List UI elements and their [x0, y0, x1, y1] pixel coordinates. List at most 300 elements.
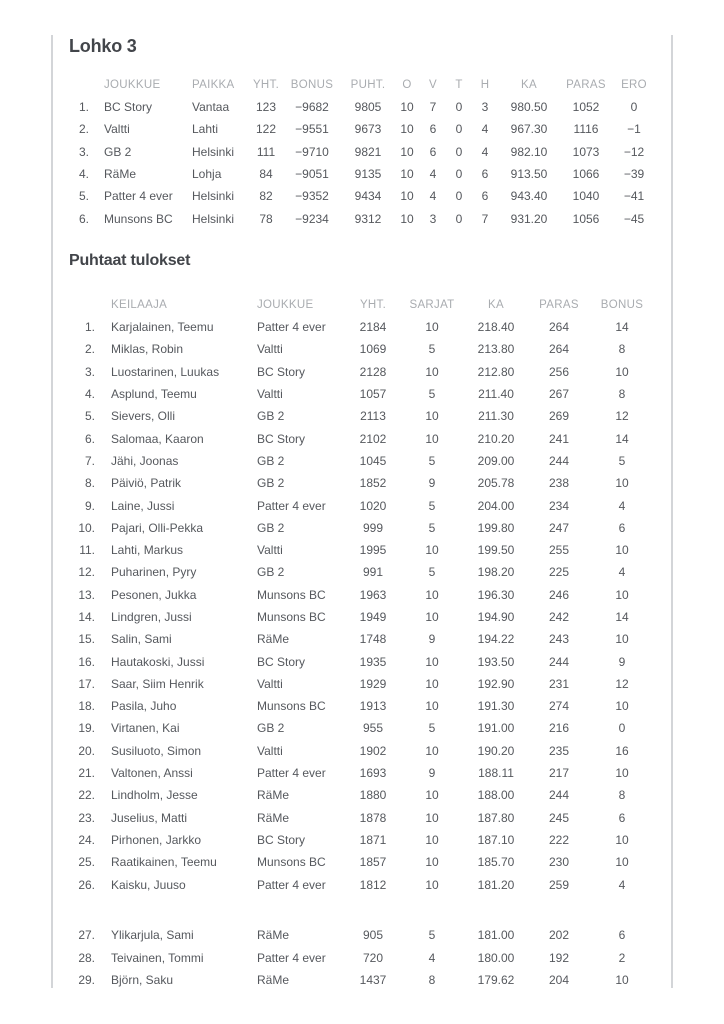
- player-name-cell: Salomaa, Kaaron: [111, 431, 204, 446]
- rank-cell: 1.: [84, 320, 95, 335]
- gap-cell: [95, 947, 111, 969]
- yht-cell: 2113: [360, 409, 386, 424]
- player-name-cell: Salin, Sami: [111, 632, 172, 647]
- sarjat-cell: 10: [425, 431, 439, 446]
- bonus-cell: 8: [618, 788, 626, 803]
- sarjat-cell: 5: [428, 721, 436, 736]
- rank-cell: 8.: [84, 476, 95, 491]
- team-cell: GB 2: [257, 409, 285, 424]
- rank-cell: 4.: [78, 167, 89, 182]
- bonus-cell: 10: [615, 543, 629, 558]
- gap-cell: [95, 472, 111, 494]
- table-row: [69, 947, 655, 969]
- yht-cell: 111: [256, 144, 276, 159]
- table-row: [69, 924, 655, 946]
- bonus-cell: 10: [615, 973, 629, 988]
- ka-cell: 180.00: [477, 950, 515, 965]
- paras-cell: 216: [548, 721, 570, 736]
- rank-cell: 3.: [78, 144, 89, 159]
- col-bonus: BONUS: [290, 79, 334, 91]
- player-name-cell: Valtonen, Anssi: [111, 766, 193, 781]
- o-cell: 10: [400, 167, 414, 182]
- ka-cell: 191.30: [477, 699, 515, 714]
- col-h: H: [480, 79, 490, 91]
- bonus-cell: 2: [618, 950, 626, 965]
- rank-cell: 18.: [78, 699, 95, 714]
- city-cell: Helsinki: [192, 144, 235, 159]
- gap-cell: [95, 316, 111, 338]
- gap-cell: [95, 427, 111, 449]
- yht-cell: 78: [259, 211, 273, 226]
- paras-cell: 246: [548, 587, 570, 602]
- paras-cell: 244: [548, 788, 570, 803]
- ka-cell: 191.00: [477, 721, 515, 736]
- team-cell: BC Story: [257, 364, 306, 379]
- player-name-cell: Ylikarjula, Sami: [111, 928, 194, 943]
- player-name-cell: Pajari, Olli-Pekka: [111, 520, 204, 535]
- team-cell: Munsons BC: [257, 587, 326, 602]
- team-cell: Valtti: [257, 543, 283, 558]
- rank-cell: 19.: [78, 721, 95, 736]
- table-row: [69, 96, 656, 118]
- team-cell: Valtti: [257, 743, 283, 758]
- bonus-cell: 10: [615, 632, 629, 647]
- table-row: [69, 717, 655, 739]
- rank-cell: 5.: [78, 189, 89, 204]
- table-row: [69, 141, 656, 163]
- t-cell: 0: [455, 167, 463, 182]
- h-cell: 6: [481, 189, 489, 204]
- bonus-cell: 8: [618, 342, 626, 357]
- ka-cell: 980.50: [510, 100, 548, 115]
- yht-cell: 2102: [359, 431, 387, 446]
- gap-cell: [89, 96, 104, 118]
- t-cell: 0: [455, 122, 463, 137]
- gap-cell: [95, 650, 111, 672]
- yht-cell: 1693: [359, 766, 387, 781]
- team-cell: RäMe: [257, 928, 290, 943]
- sarjat-cell: 10: [425, 654, 439, 669]
- team-cell: GB 2: [257, 721, 285, 736]
- bonus-cell: 10: [615, 832, 629, 847]
- team-cell: Munsons BC: [257, 699, 326, 714]
- col-puht: PUHT.: [350, 79, 386, 91]
- player-name-cell: Miklas, Robin: [111, 342, 184, 357]
- col-player: KEILAAJA: [111, 299, 168, 311]
- table-row: [69, 472, 655, 494]
- ero-cell: −45: [623, 211, 645, 226]
- rank-cell: 24.: [78, 832, 95, 847]
- team-cell: Patter 4 ever: [257, 766, 326, 781]
- table-row: [69, 361, 655, 383]
- ka-cell: 196.30: [477, 587, 515, 602]
- bonus-cell: 10: [615, 476, 629, 491]
- sarjat-cell: 10: [425, 832, 439, 847]
- ka-cell: 212.80: [477, 364, 515, 379]
- table-row: [69, 338, 655, 360]
- team-cell: BC Story: [257, 832, 306, 847]
- yht-cell: 999: [362, 520, 384, 535]
- paras-cell: 1040: [572, 189, 600, 204]
- bonus-cell: 10: [615, 587, 629, 602]
- yht-cell: 1929: [359, 676, 387, 691]
- yht-cell: 1935: [359, 654, 387, 669]
- rank-cell: 23.: [78, 810, 95, 825]
- o-cell: 10: [400, 100, 414, 115]
- rank-cell: 1.: [78, 100, 89, 115]
- o-cell: 10: [400, 189, 414, 204]
- paras-cell: 1066: [572, 167, 600, 182]
- ka-cell: 209.00: [477, 453, 515, 468]
- v-cell: 6: [429, 144, 437, 159]
- gap-cell: [95, 873, 111, 895]
- yht-cell: 122: [255, 122, 277, 137]
- table-row: [69, 316, 655, 338]
- paras-cell: 245: [548, 810, 570, 825]
- ka-cell: 218.40: [477, 320, 515, 335]
- rank-cell: 4.: [84, 387, 95, 402]
- bonus-cell: 9: [618, 654, 626, 669]
- player-results-table: [69, 294, 655, 991]
- table-row: [69, 450, 655, 472]
- players-body: [69, 316, 655, 991]
- bonus-cell: 4: [618, 498, 626, 513]
- team-cell: RäMe: [257, 810, 290, 825]
- yht-cell: 1913: [359, 699, 387, 714]
- bonus-cell: −9682: [295, 100, 329, 115]
- city-cell: Lahti: [192, 122, 219, 137]
- ka-cell: 213.80: [477, 342, 515, 357]
- team-cell: GB 2: [257, 476, 285, 491]
- rank-cell: 2.: [84, 342, 95, 357]
- rank-cell: 10.: [78, 520, 95, 535]
- t-cell: 0: [455, 211, 463, 226]
- table-row: [69, 517, 655, 539]
- rank-cell: 27.: [78, 928, 95, 943]
- yht-cell: 1871: [359, 832, 387, 847]
- bonus-cell: −9551: [295, 122, 329, 137]
- player-name-cell: Pesonen, Jukka: [111, 587, 197, 602]
- gap-cell: [95, 517, 111, 539]
- col-ero: ERO: [621, 79, 647, 91]
- gap-cell: [95, 673, 111, 695]
- table-row: [69, 807, 655, 829]
- rank-cell: 21.: [78, 766, 95, 781]
- bonus-cell: 5: [618, 453, 626, 468]
- ero-cell: 0: [630, 100, 638, 115]
- paras-cell: 256: [548, 364, 570, 379]
- team-cell: Patter 4 ever: [257, 950, 326, 965]
- bonus-cell: 10: [615, 766, 629, 781]
- bonus-cell: 6: [618, 520, 626, 535]
- team-cell: BC Story: [257, 654, 306, 669]
- rank-cell: 13.: [78, 587, 95, 602]
- col-rank: [69, 294, 95, 316]
- yht-cell: 1748: [359, 632, 387, 647]
- player-name-cell: Susiluoto, Simon: [111, 743, 202, 758]
- v-cell: 7: [429, 100, 437, 115]
- o-cell: 10: [400, 144, 414, 159]
- bonus-cell: −9234: [295, 211, 329, 226]
- bonus-cell: 6: [618, 928, 626, 943]
- paras-cell: 204: [548, 973, 570, 988]
- table-row: [69, 829, 655, 851]
- standings-body: [69, 96, 656, 230]
- o-cell: 10: [400, 122, 414, 137]
- paras-cell: 247: [548, 520, 570, 535]
- paras-cell: 238: [548, 476, 570, 491]
- sarjat-cell: 10: [425, 810, 439, 825]
- ka-cell: 181.20: [477, 877, 515, 892]
- rank-cell: 22.: [78, 788, 95, 803]
- col-t: T: [455, 79, 463, 91]
- ka-cell: 199.50: [477, 543, 515, 558]
- yht-cell: 1878: [359, 810, 387, 825]
- ka-cell: 194.90: [477, 610, 515, 624]
- yht-cell: 1902: [359, 743, 387, 758]
- player-name-cell: Luostarinen, Luukas: [111, 364, 220, 379]
- gap-cell: [89, 207, 104, 229]
- city-cell: Helsinki: [192, 189, 235, 204]
- ka-cell: 211.40: [478, 387, 514, 402]
- paras-cell: 255: [548, 543, 570, 558]
- rank-cell: 6.: [84, 431, 95, 446]
- v-cell: 3: [429, 211, 437, 226]
- team-cell: RäMe: [257, 973, 290, 988]
- paras-cell: 1052: [572, 100, 600, 115]
- col-ka: KA: [488, 299, 504, 311]
- col-team: JOUKKUE: [257, 299, 314, 311]
- yht-cell: 991: [362, 565, 384, 580]
- rank-cell: 16.: [78, 654, 95, 669]
- bonus-cell: 12: [615, 409, 629, 424]
- v-cell: 4: [429, 189, 437, 204]
- yht-cell: 123: [255, 100, 277, 115]
- player-results-title: Puhtaat tulokset: [69, 252, 191, 269]
- gap-cell: [89, 185, 104, 207]
- ka-cell: 187.10: [477, 832, 515, 847]
- paras-cell: 222: [548, 832, 570, 847]
- rank-cell: 3.: [84, 364, 95, 379]
- ka-cell: 179.62: [477, 973, 515, 988]
- rank-cell: 20.: [78, 743, 95, 758]
- gap-cell: [95, 628, 111, 650]
- paras-cell: 225: [548, 565, 570, 580]
- puht-cell: 9805: [354, 100, 382, 115]
- table-row: [69, 650, 655, 672]
- sarjat-cell: 9: [428, 766, 436, 781]
- team-cell: Patter 4 ever: [104, 189, 173, 204]
- gap-cell: [89, 141, 104, 163]
- ka-cell: 931.20: [510, 211, 548, 226]
- paras-cell: 230: [548, 855, 570, 870]
- gap-cell: [89, 118, 104, 140]
- paras-cell: 274: [548, 699, 570, 714]
- col-v: V: [429, 79, 437, 91]
- rank-cell: 11.: [79, 543, 95, 558]
- bonus-cell: 6: [618, 810, 626, 825]
- table-row: [69, 405, 655, 427]
- gap-cell: [95, 361, 111, 383]
- col-rank: [69, 74, 89, 96]
- player-name-cell: Saar, Siim Henrik: [111, 676, 204, 691]
- yht-cell: 1069: [359, 342, 387, 357]
- sarjat-cell: 10: [425, 676, 439, 691]
- bonus-cell: 12: [615, 676, 629, 691]
- ka-cell: 204.00: [477, 498, 515, 513]
- yht-cell: 1857: [359, 855, 387, 870]
- bonus-cell: 14: [615, 431, 629, 446]
- gap-cell: [95, 829, 111, 851]
- sarjat-cell: 5: [428, 520, 436, 535]
- gap-cell: [95, 784, 111, 806]
- ka-cell: 205.78: [477, 476, 515, 491]
- t-cell: 0: [455, 100, 463, 115]
- paras-cell: 234: [548, 498, 570, 513]
- ka-cell: 967.30: [510, 122, 548, 137]
- ka-cell: 943.40: [510, 189, 548, 204]
- gap-cell: [95, 383, 111, 405]
- bonus-cell: −9710: [295, 144, 329, 159]
- gap-cell: [95, 807, 111, 829]
- yht-cell: 2128: [359, 364, 387, 379]
- bonus-cell: 14: [615, 610, 629, 624]
- ka-cell: 190.20: [477, 743, 515, 758]
- sarjat-cell: 10: [425, 743, 439, 758]
- col-bonus: BONUS: [600, 299, 644, 311]
- paras-cell: 244: [548, 453, 570, 468]
- yht-cell: 955: [362, 721, 384, 736]
- col-yht: YHT.: [359, 299, 387, 311]
- team-cell: Valtti: [257, 342, 283, 357]
- results-page: [51, 35, 673, 988]
- sarjat-cell: 9: [428, 476, 436, 491]
- yht-cell: 1852: [359, 476, 387, 491]
- table-row: [69, 383, 655, 405]
- team-cell: Patter 4 ever: [257, 877, 326, 892]
- puht-cell: 9434: [354, 189, 382, 204]
- yht-cell: 1057: [359, 387, 387, 402]
- team-cell: RäMe: [257, 632, 290, 647]
- team-cell: Munsons BC: [257, 610, 326, 624]
- table-row: [69, 118, 656, 140]
- o-cell: 10: [400, 211, 414, 226]
- player-name-cell: Lindholm, Jesse: [111, 788, 198, 803]
- gap-cell: [95, 561, 111, 583]
- team-cell: GB 2: [257, 520, 285, 535]
- ero-cell: −39: [623, 167, 645, 182]
- bonus-cell: 8: [618, 387, 626, 402]
- player-name-cell: Puharinen, Pyry: [111, 565, 197, 580]
- standings-table: [69, 74, 656, 230]
- team-cell: RäMe: [257, 788, 290, 803]
- ka-cell: 982.10: [510, 144, 548, 159]
- ka-cell: 193.50: [477, 654, 515, 669]
- team-cell: BC Story: [104, 100, 153, 115]
- sarjat-cell: 10: [425, 320, 439, 335]
- player-name-cell: Lindgren, Jussi: [111, 610, 192, 624]
- bonus-cell: 10: [615, 699, 629, 714]
- ka-cell: 210.20: [477, 431, 515, 446]
- team-cell: Munsons BC: [104, 211, 173, 226]
- ka-cell: 192.90: [477, 676, 515, 691]
- gap-cell: [89, 163, 104, 185]
- player-name-cell: Kaisku, Juuso: [111, 877, 186, 892]
- sarjat-cell: 4: [428, 950, 436, 965]
- puht-cell: 9821: [354, 144, 382, 159]
- bonus-cell: 0: [618, 721, 626, 736]
- yht-cell: 1437: [359, 973, 387, 988]
- player-name-cell: Sievers, Olli: [111, 409, 176, 424]
- table-row: [69, 163, 656, 185]
- table-row: [69, 494, 655, 516]
- t-cell: 0: [455, 144, 463, 159]
- h-cell: 4: [481, 122, 489, 137]
- division-title: Lohko 3: [69, 36, 137, 56]
- rank-cell: 9.: [84, 498, 95, 513]
- sarjat-cell: 10: [425, 610, 439, 624]
- paras-cell: 217: [548, 766, 570, 781]
- ka-cell: 188.11: [478, 766, 514, 781]
- table-row: [69, 851, 655, 873]
- standings-header-row: [69, 74, 656, 96]
- players-header-row: [69, 294, 655, 316]
- team-cell: GB 2: [257, 565, 285, 580]
- sarjat-cell: 10: [425, 409, 439, 424]
- col-o: O: [402, 79, 412, 91]
- table-row: [69, 561, 655, 583]
- paras-cell: 1073: [572, 144, 600, 159]
- sarjat-cell: 10: [425, 587, 439, 602]
- ero-cell: −41: [623, 189, 645, 204]
- sarjat-cell: 10: [425, 788, 439, 803]
- sarjat-cell: 10: [425, 543, 439, 558]
- v-cell: 6: [429, 122, 437, 137]
- team-cell: BC Story: [257, 431, 306, 446]
- ka-cell: 187.80: [477, 810, 515, 825]
- ka-cell: 211.30: [478, 409, 514, 424]
- paras-cell: 1056: [572, 211, 600, 226]
- player-name-cell: Päiviö, Patrik: [111, 476, 182, 491]
- v-cell: 4: [429, 167, 437, 182]
- rank-cell: 15.: [78, 632, 95, 647]
- gap-cell: [95, 717, 111, 739]
- team-cell: Valtti: [257, 387, 283, 402]
- table-row: [69, 606, 655, 628]
- paras-cell: 202: [548, 928, 570, 943]
- player-name-cell: Virtanen, Kai: [111, 721, 180, 736]
- player-name-cell: Lahti, Markus: [111, 543, 184, 558]
- bonus-cell: 14: [615, 320, 629, 335]
- player-name-cell: Raatikainen, Teemu: [111, 855, 217, 870]
- col-sarjat: SARJAT: [409, 299, 455, 311]
- paras-cell: 192: [548, 950, 570, 965]
- paras-cell: 264: [548, 342, 570, 357]
- row-spacer: [69, 896, 655, 925]
- rank-cell: 28.: [78, 950, 95, 965]
- col-paras: PARAS: [566, 79, 606, 91]
- ka-cell: 913.50: [510, 167, 548, 182]
- sarjat-cell: 8: [428, 973, 436, 988]
- city-cell: Lohja: [192, 167, 222, 182]
- bonus-cell: 10: [615, 364, 629, 379]
- yht-cell: 1045: [359, 453, 387, 468]
- ka-cell: 188.00: [477, 788, 515, 803]
- paras-cell: 243: [548, 632, 570, 647]
- rank-cell: 25.: [78, 855, 95, 870]
- team-cell: Patter 4 ever: [257, 320, 326, 335]
- yht-cell: 720: [362, 950, 384, 965]
